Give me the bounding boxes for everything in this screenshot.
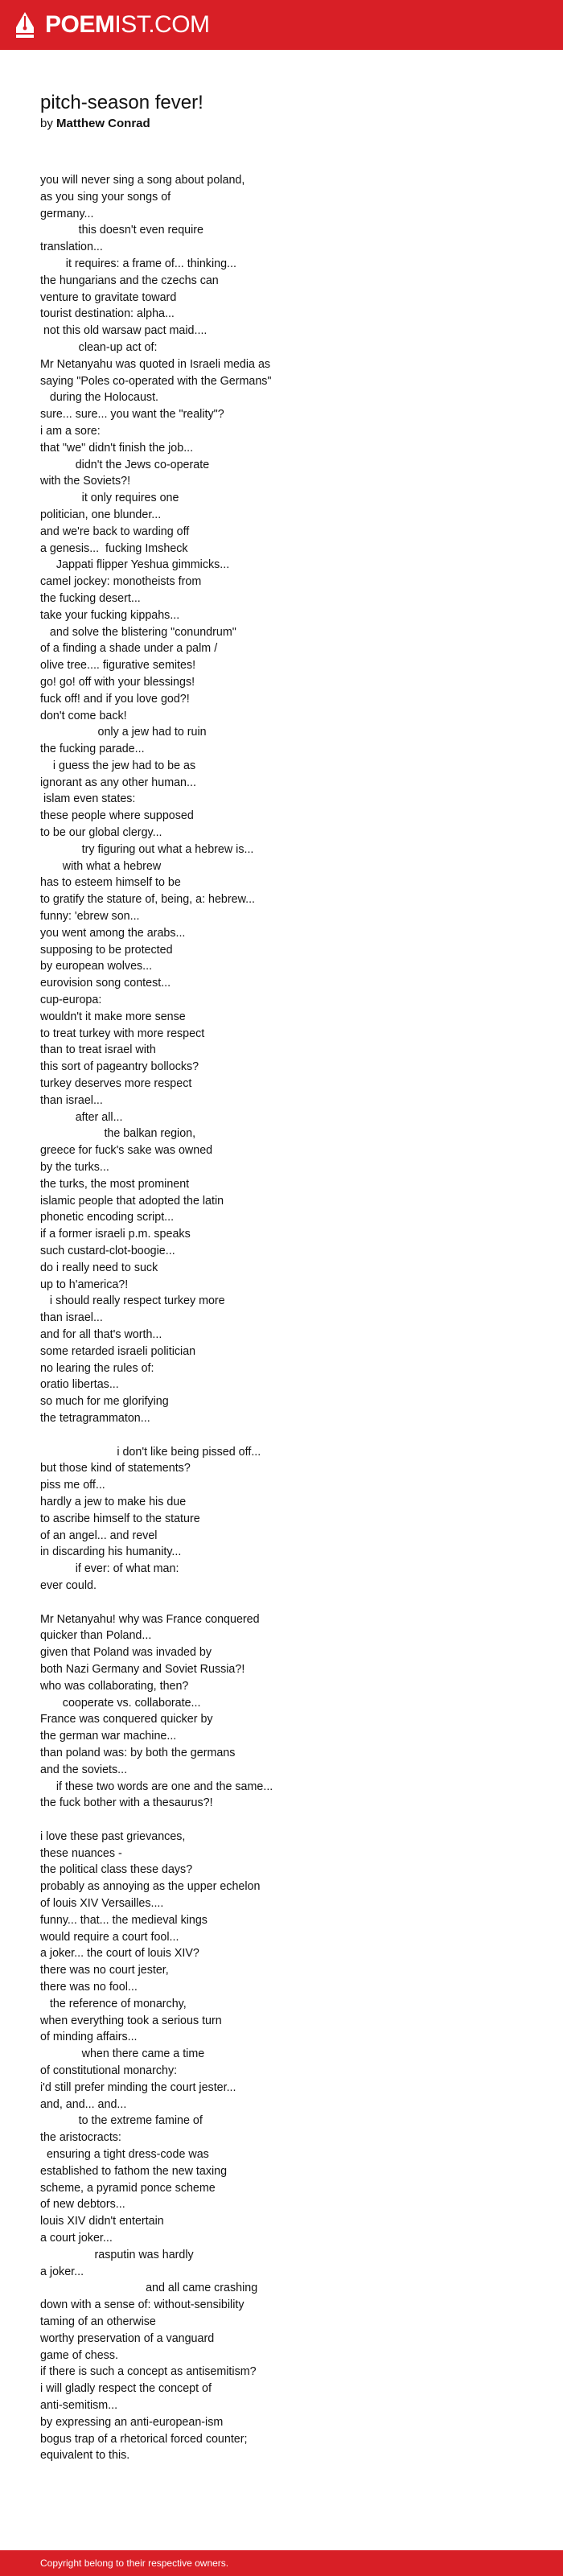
poem-line: if ever: of what man: [40, 1562, 179, 1576]
poem-stanza [40, 1611, 539, 1813]
poem-line: turkey deserves more respect [40, 1077, 192, 1091]
poem-stanza [40, 1444, 539, 1595]
poem-line: cooperate vs. collaborate... [40, 1696, 201, 1710]
author-name[interactable]: Matthew Conrad [56, 117, 150, 130]
poem-line: of minding affairs... [40, 2031, 138, 2044]
poem-line: there was no fool... [40, 1981, 138, 1994]
poem-line: when everything took a serious turn [40, 2014, 222, 2027]
poem-line: funny: 'ebrew son... [40, 910, 140, 924]
poem-line: louis XIV didn't entertain [40, 2215, 164, 2228]
poem-line: ever could. [40, 1578, 97, 1592]
poem-line: olive tree.... figurative semites! [40, 659, 196, 673]
poem-line: as you sing your songs of [40, 190, 171, 204]
poem-line: has to esteem himself to be [40, 876, 181, 890]
poem-line: go! go! off with your blessings! [40, 675, 195, 689]
poem-line: a joker... the court of louis XIV? [40, 1947, 199, 1961]
poem-line: saying "Poles co-operated with the Germans" [40, 374, 272, 388]
poem-line: than israel... [40, 1093, 103, 1107]
poem-line: anti-semitism... [40, 2398, 118, 2412]
poem-line: there was no court jester, [40, 1964, 169, 1977]
poem-line: camel jockey: monotheists from [40, 575, 202, 589]
poem-line: translation... [40, 241, 103, 254]
poem-line: islamic people that adopted the latin [40, 1194, 224, 1208]
poem-line: quicker than Poland... [40, 1629, 152, 1643]
poem-line: a joker... [40, 2265, 84, 2278]
poem-line: and solve the blistering "conundrum" [40, 625, 236, 639]
poem-line: rasputin was hardly [40, 2248, 194, 2261]
poem-line: i love these past grievances, [40, 1829, 186, 1843]
poem-line: venture to gravitate toward [40, 290, 177, 304]
poem-line: Mr Netanyahu was quoted in Israeli media as [40, 357, 271, 371]
poem-line: tourist destination: alpha... [40, 307, 175, 321]
poem-line: of louis XIV Versailles.... [40, 1897, 164, 1911]
poem-line: some retarded israeli politician [40, 1344, 196, 1358]
poem-line: didn't the Jews co-operate [40, 458, 210, 471]
poem-line: eurovision song contest... [40, 977, 171, 990]
poem-line: of an angel... and revel [40, 1529, 158, 1542]
pen-nib-icon[interactable] [14, 11, 35, 39]
poem-line: than israel... [40, 1311, 103, 1325]
poem-line: the hungarians and the czechs can [40, 274, 219, 287]
poem-line: try figuring out what a hebrew is... [40, 842, 254, 856]
poem-line: France was conquered quicker by [40, 1713, 213, 1726]
poem-line: funny... that... the medieval kings [40, 1913, 208, 1927]
poem-line: this doesn't even require [40, 224, 203, 237]
poem-line: taming of an otherwise [40, 2315, 156, 2328]
poem-line: it only requires one [40, 492, 179, 505]
poem-line: of constitutional monarchy: [40, 2064, 178, 2078]
poem-line: down with a sense of: without-sensibility [40, 2298, 245, 2312]
poem-line: so much for me glorifying [40, 1395, 169, 1409]
site-name-bold: POEM [45, 11, 115, 38]
poem-line: no learing the rules of: [40, 1361, 154, 1375]
poem-line: but those kind of statements? [40, 1462, 191, 1475]
poem-line: you went among the arabs... [40, 926, 186, 940]
poem-line: and for all that's worth... [40, 1327, 162, 1341]
poem-stanza [40, 172, 539, 1427]
poem-line: wouldn't it make more sense [40, 1010, 186, 1023]
poem-line: i will gladly respect the concept of [40, 2382, 212, 2396]
poem-line: supposing to be protected [40, 943, 173, 957]
by-label: by [40, 117, 53, 130]
poem-line: if a former israeli p.m. speaks [40, 1228, 191, 1241]
poem-body [40, 172, 539, 2464]
poem-line: given that Poland was invaded by [40, 1646, 212, 1660]
poem-line: islam even states: [40, 792, 136, 806]
poem-line: the tetragrammaton... [40, 1411, 150, 1425]
poem-line: the turks, the most prominent [40, 1177, 190, 1191]
poem-line: by the turks... [40, 1161, 109, 1175]
poem-line: game of chess. [40, 2348, 118, 2362]
poem-line: to be our global clergy... [40, 826, 162, 840]
poem-line: if there is such a concept as antisemitism? [40, 2365, 257, 2379]
poem-line: in discarding his humanity... [40, 1545, 182, 1559]
poem-line: clean-up act of: [40, 340, 158, 354]
site-header [0, 0, 563, 50]
poem-line: it requires: a frame of... thinking... [40, 257, 236, 270]
poem-line: fuck off! and if you love god?! [40, 692, 190, 706]
poem-line: these people where supposed [40, 809, 194, 823]
poem-line: to gratify the stature of, being, a: hebrew... [40, 893, 256, 907]
poem-line: i don't like being pissed off... [40, 1445, 261, 1459]
poem-line: established to fathom the new taxing [40, 2164, 228, 2178]
poem-line: when there came a time [40, 2047, 205, 2061]
poem-line: scheme, a pyramid ponce scheme [40, 2181, 216, 2195]
poem-line: the fuck bother with a thesaurus?! [40, 1796, 213, 1810]
poem-line: by european wolves... [40, 960, 153, 973]
poem-line: that "we" didn't finish the job... [40, 441, 194, 455]
site-footer [0, 2550, 563, 2576]
poem-line: this sort of pageantry bollocks? [40, 1060, 199, 1074]
poem-line: to the extreme famine of [40, 2114, 203, 2128]
poem-line: piss me off... [40, 1479, 105, 1492]
poem-line: politician, one blunder... [40, 508, 162, 521]
poem-line: ignorant as any other human... [40, 776, 196, 789]
poem-line: the balkan region, [40, 1127, 196, 1141]
poem-line: and all came crashing [40, 2282, 258, 2295]
poem-line: hardly a jew to make his due [40, 1495, 187, 1508]
poem-line: do i really need to suck [40, 1261, 158, 1274]
poem-line: i'd still prefer minding the court jester... [40, 2080, 236, 2094]
poem-line: of new debtors... [40, 2198, 125, 2212]
poem-line: up to h'america?! [40, 1278, 129, 1291]
poem-line: i am a sore: [40, 424, 101, 438]
poem-line: bogus trap of a rhetorical forced counter; [40, 2432, 248, 2446]
poem-line: i guess the jew had to be as [40, 759, 196, 772]
poem-line: Mr Netanyahu! why was France conquered [40, 1612, 260, 1626]
poem-line: the political class these days? [40, 1863, 193, 1877]
copyright-text: Copyright belong to their respective owners. [40, 2557, 229, 2569]
poem-line: only a jew had to ruin [40, 726, 207, 739]
poem-line: to ascribe himself to the stature [40, 1512, 200, 1525]
poem-line: worthy preservation of a vanguard [40, 2331, 215, 2345]
poem-line: with what a hebrew [40, 859, 162, 873]
poem-line: and we're back to warding off [40, 525, 190, 538]
poem-line: ensuring a tight dress-code was [40, 2148, 209, 2162]
poem-line: phonetic encoding script... [40, 1211, 175, 1224]
poem-line: than to treat israel with [40, 1043, 156, 1057]
poem-line: cup-europa: [40, 994, 102, 1007]
poem-line: the reference of monarchy, [40, 1997, 187, 2010]
poem-line: greece for fuck's sake was owned [40, 1144, 213, 1158]
poem-line: a court joker... [40, 2232, 113, 2245]
poem-stanza [40, 1829, 539, 2464]
poem-line: both Nazi Germany and Soviet Russia?! [40, 1662, 245, 1676]
poem-line: the fucking desert... [40, 591, 141, 605]
poem-line: if these two words are one and the same... [40, 1780, 273, 1793]
poem-line: of a finding a shade under a palm / [40, 642, 218, 656]
poem-line: and the soviets... [40, 1763, 128, 1776]
poem-line: to treat turkey with more respect [40, 1027, 205, 1040]
poem-line: a genesis... fucking Imsheck [40, 541, 188, 555]
poem-line: such custard-clot-boogie... [40, 1245, 175, 1257]
poem-line: don't come back! [40, 709, 127, 722]
poem-line: i should really respect turkey more [40, 1294, 225, 1308]
site-logo-link[interactable] [45, 11, 210, 39]
poem-article [40, 90, 539, 2481]
poem-line: oratio libertas... [40, 1378, 119, 1392]
poem-line: during the Holocaust. [40, 391, 159, 405]
poem-line: sure... sure... you want the "reality"? [40, 408, 224, 422]
poem-line: who was collaborating, then? [40, 1679, 189, 1693]
poem-line: the fucking parade... [40, 743, 145, 756]
byline [40, 116, 539, 132]
poem-line: than poland was: by both the germans [40, 1746, 236, 1759]
poem-line: and, and... and... [40, 2097, 127, 2111]
poem-line: you will never sing a song about poland, [40, 174, 245, 187]
poem-line: these nuances - [40, 1846, 122, 1860]
poem-line: by expressing an anti-european-ism [40, 2415, 224, 2429]
site-name-light: IST.COM [114, 11, 210, 38]
poem-line: probably as annoying as the upper echelon [40, 1880, 261, 1894]
poem-line: take your fucking kippahs... [40, 608, 180, 622]
poem-line: would require a court fool... [40, 1930, 179, 1944]
poem-line: not this old warsaw pact maid.... [40, 324, 208, 338]
poem-title: pitch-season fever! [40, 92, 203, 113]
poem-line: after all... [40, 1110, 123, 1124]
poem-line: Jappati flipper Yeshua gimmicks... [40, 558, 230, 572]
poem-line: equivalent to this. [40, 2449, 130, 2463]
poem-line: the german war machine... [40, 1730, 177, 1743]
poem-line: germany... [40, 207, 94, 220]
poem-line: the aristocracts: [40, 2131, 121, 2145]
poem-line: with the Soviets?! [40, 475, 131, 488]
